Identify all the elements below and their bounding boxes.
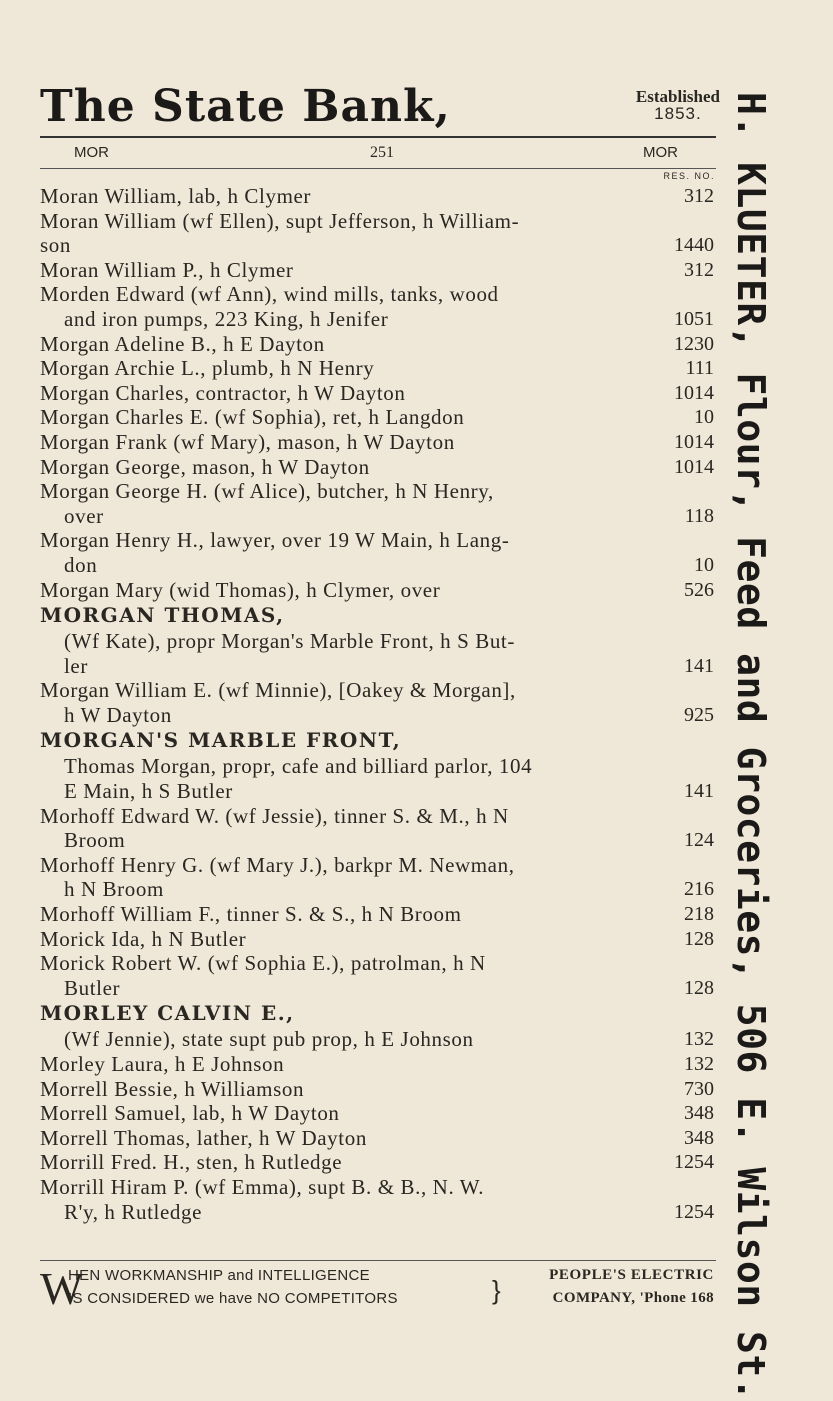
listing-text: MORLEY CALVIN E., xyxy=(40,1001,295,1026)
listing-text: Morden Edward (wf Ann), wind mills, tanks, wood xyxy=(40,282,499,307)
listing-line xyxy=(40,258,716,283)
listing-line xyxy=(40,282,716,307)
residence-number: 312 xyxy=(684,185,714,207)
listing-line xyxy=(40,951,716,976)
res-no-label: RES. NO. xyxy=(663,171,715,181)
residence-number: 1014 xyxy=(674,455,714,478)
listing-text: don xyxy=(64,552,98,577)
listing-text: Morrill Hiram P. (wf Emma), supt B. & B., N. W. xyxy=(40,1174,485,1199)
listing-line xyxy=(40,405,716,430)
listing-heading xyxy=(40,727,716,754)
footer-line-2: IS CONSIDERED we have NO COMPETITORS xyxy=(68,1290,398,1307)
listing-text: son xyxy=(40,233,71,258)
listing-line xyxy=(40,779,716,804)
footer-company-1: PEOPLE'S ELECTRIC xyxy=(549,1267,714,1283)
listing-line xyxy=(40,1175,716,1200)
listing-text: ler xyxy=(64,653,88,678)
listing-text: MORGAN'S MARBLE FRONT, xyxy=(40,728,402,753)
running-head-rule xyxy=(40,168,716,169)
listing-line xyxy=(40,703,716,728)
listing-line xyxy=(40,504,716,529)
residence-number: 312 xyxy=(684,258,714,281)
listing-line xyxy=(40,381,716,406)
listing-line xyxy=(40,804,716,829)
listing-line xyxy=(40,1150,716,1175)
side-advertisement xyxy=(728,92,778,1401)
residence-number: 10 xyxy=(694,406,714,429)
listing-line xyxy=(40,307,716,332)
listing-text: Morgan George H. (wf Alice), butcher, h N Henry, xyxy=(40,479,494,504)
residence-number: 1440 xyxy=(674,234,714,257)
listing-text: (Wf Jennie), state supt pub prop, h E Johnson xyxy=(64,1027,474,1052)
listing-line xyxy=(40,1052,716,1077)
listing-text: Moran William, lab, h Clymer xyxy=(40,184,312,208)
listing-text: Morgan Mary (wid Thomas), h Clymer, over xyxy=(40,577,441,602)
residence-number: 925 xyxy=(684,703,714,726)
listing-line xyxy=(40,1101,716,1126)
listing-text: Morhoff Henry G. (wf Mary J.), barkpr M. Newman, xyxy=(40,852,515,877)
residence-number: 141 xyxy=(684,780,714,803)
residence-number: 1230 xyxy=(674,332,714,355)
listing-line xyxy=(40,209,716,234)
listing-text: over xyxy=(64,503,104,528)
listing-line xyxy=(40,332,716,357)
residence-number: 132 xyxy=(684,1053,714,1075)
listing-line xyxy=(40,578,716,603)
listing-line xyxy=(40,828,716,853)
listing-line xyxy=(40,430,716,455)
listing-text: Moran William (wf Ellen), supt Jefferson, h William- xyxy=(40,208,520,233)
footer-advertisement xyxy=(40,1263,716,1314)
listing-text: Morrill Fred. H., sten, h Rutledge xyxy=(40,1150,343,1175)
listing-text: Moran William P., h Clymer xyxy=(40,257,294,282)
residence-number: 124 xyxy=(684,829,714,852)
listing-text: Morhoff Edward W. (wf Jessie), tinner S. & M., h N xyxy=(40,803,509,828)
listing-text: Morrell Thomas, lather, h W Dayton xyxy=(40,1125,367,1150)
listing-text: Morgan Adeline B., h E Dayton xyxy=(40,331,325,356)
residence-number: 348 xyxy=(684,1126,714,1149)
residence-number: 1254 xyxy=(674,1151,714,1174)
residence-number: 526 xyxy=(684,578,714,601)
bank-banner xyxy=(40,82,720,132)
listing-text: Morgan Charles E. (wf Sophia), ret, h Langdon xyxy=(40,405,465,430)
listing-line xyxy=(40,927,716,952)
listing-line xyxy=(40,184,716,209)
listing-text: Morhoff William F., tinner S. & S., h N Broom xyxy=(40,902,462,927)
listing-text: Morgan Henry H., lawyer, over 19 W Main, h Lang- xyxy=(40,528,510,553)
footer-initial: W xyxy=(40,1263,84,1314)
footer-company-2: COMPANY, 'Phone 168 xyxy=(552,1290,714,1306)
established-year: 1853. xyxy=(654,104,702,123)
residence-number: 1014 xyxy=(674,381,714,404)
side-ad-text: H. KLUETER, Flour, Feed and Groceries, 506 E. Wilson St. xyxy=(729,92,773,1401)
listing-text: Morgan George, mason, h W Dayton xyxy=(40,454,370,479)
footer-brace: } xyxy=(492,1275,501,1305)
residence-number: 141 xyxy=(684,654,714,677)
listing-text: Morgan William E. (wf Minnie), [Oakey & Morgan], xyxy=(40,678,516,703)
listing-text: Morrell Bessie, h Williamson xyxy=(40,1076,305,1101)
listing-text: Thomas Morgan, propr, cafe and billiard parlor, 104 xyxy=(64,754,533,779)
listing-line xyxy=(40,528,716,553)
residence-number: 10 xyxy=(694,553,714,576)
listing-heading xyxy=(40,602,716,629)
running-head xyxy=(40,142,716,164)
listing-text: MORGAN THOMAS, xyxy=(40,603,285,628)
header-rule xyxy=(40,136,716,138)
listing-text: E Main, h S Butler xyxy=(64,779,233,804)
listing-line xyxy=(40,1126,716,1151)
listing-text: Morrell Samuel, lab, h W Dayton xyxy=(40,1101,340,1126)
listing-text: Morgan Archie L., plumb, h N Henry xyxy=(40,356,375,381)
listing-text: Morley Laura, h E Johnson xyxy=(40,1052,285,1076)
listing-text: Morick Ida, h N Butler xyxy=(40,926,247,951)
listing-text: Morgan Charles, contractor, h W Dayton xyxy=(40,380,406,405)
residence-number: 128 xyxy=(684,976,714,999)
residence-number: 218 xyxy=(684,903,714,926)
running-head-right: MOR xyxy=(643,144,678,161)
listing-text: h N Broom xyxy=(64,877,164,902)
listing-line xyxy=(40,1077,716,1102)
residence-number: 216 xyxy=(684,878,714,901)
running-head-left: MOR xyxy=(74,144,109,161)
listing-heading xyxy=(40,1000,716,1027)
established-note xyxy=(636,88,720,122)
listing-line xyxy=(40,1200,716,1225)
listing-line xyxy=(40,1027,716,1052)
residence-number: 118 xyxy=(684,504,714,527)
residence-number: 1254 xyxy=(674,1200,714,1223)
listing-line xyxy=(40,678,716,703)
established-word: Established xyxy=(635,87,720,106)
listing-line xyxy=(40,877,716,902)
listing-text: h W Dayton xyxy=(64,702,172,727)
residence-number: 348 xyxy=(684,1102,714,1125)
page-number: 251 xyxy=(370,144,394,161)
listing-line xyxy=(40,455,716,480)
residence-number: 1014 xyxy=(674,430,714,453)
listing-line xyxy=(40,654,716,679)
listing-text: (Wf Kate), propr Morgan's Marble Front, h S But- xyxy=(64,629,515,654)
residence-number: 1051 xyxy=(674,307,714,330)
listing-text: Broom xyxy=(64,828,126,853)
listing-line xyxy=(40,976,716,1001)
residence-number: 111 xyxy=(685,357,714,380)
residence-number: 132 xyxy=(684,1028,714,1051)
listing-text: Morick Robert W. (wf Sophia E.), patrolman, h N xyxy=(40,951,486,976)
listing-column xyxy=(40,184,716,1224)
bank-title: The State Bank, xyxy=(40,81,451,132)
listing-line xyxy=(40,629,716,654)
listing-line xyxy=(40,356,716,381)
listing-text: R'y, h Rutledge xyxy=(64,1199,202,1224)
listing-text: Butler xyxy=(64,975,121,1000)
listing-line xyxy=(40,902,716,927)
residence-number: 730 xyxy=(684,1077,714,1100)
listing-text: Morgan Frank (wf Mary), mason, h W Dayton xyxy=(40,429,455,454)
listing-text: and iron pumps, 223 King, h Jenifer xyxy=(64,306,389,331)
listing-line xyxy=(40,553,716,578)
listing-line xyxy=(40,479,716,504)
residence-number: 128 xyxy=(684,927,714,950)
listing-line xyxy=(40,233,716,258)
footer-rule xyxy=(40,1260,716,1261)
footer-line-1: HEN WORKMANSHIP and INTELLIGENCE xyxy=(68,1267,370,1284)
listing-line xyxy=(40,754,716,779)
listing-line xyxy=(40,853,716,878)
